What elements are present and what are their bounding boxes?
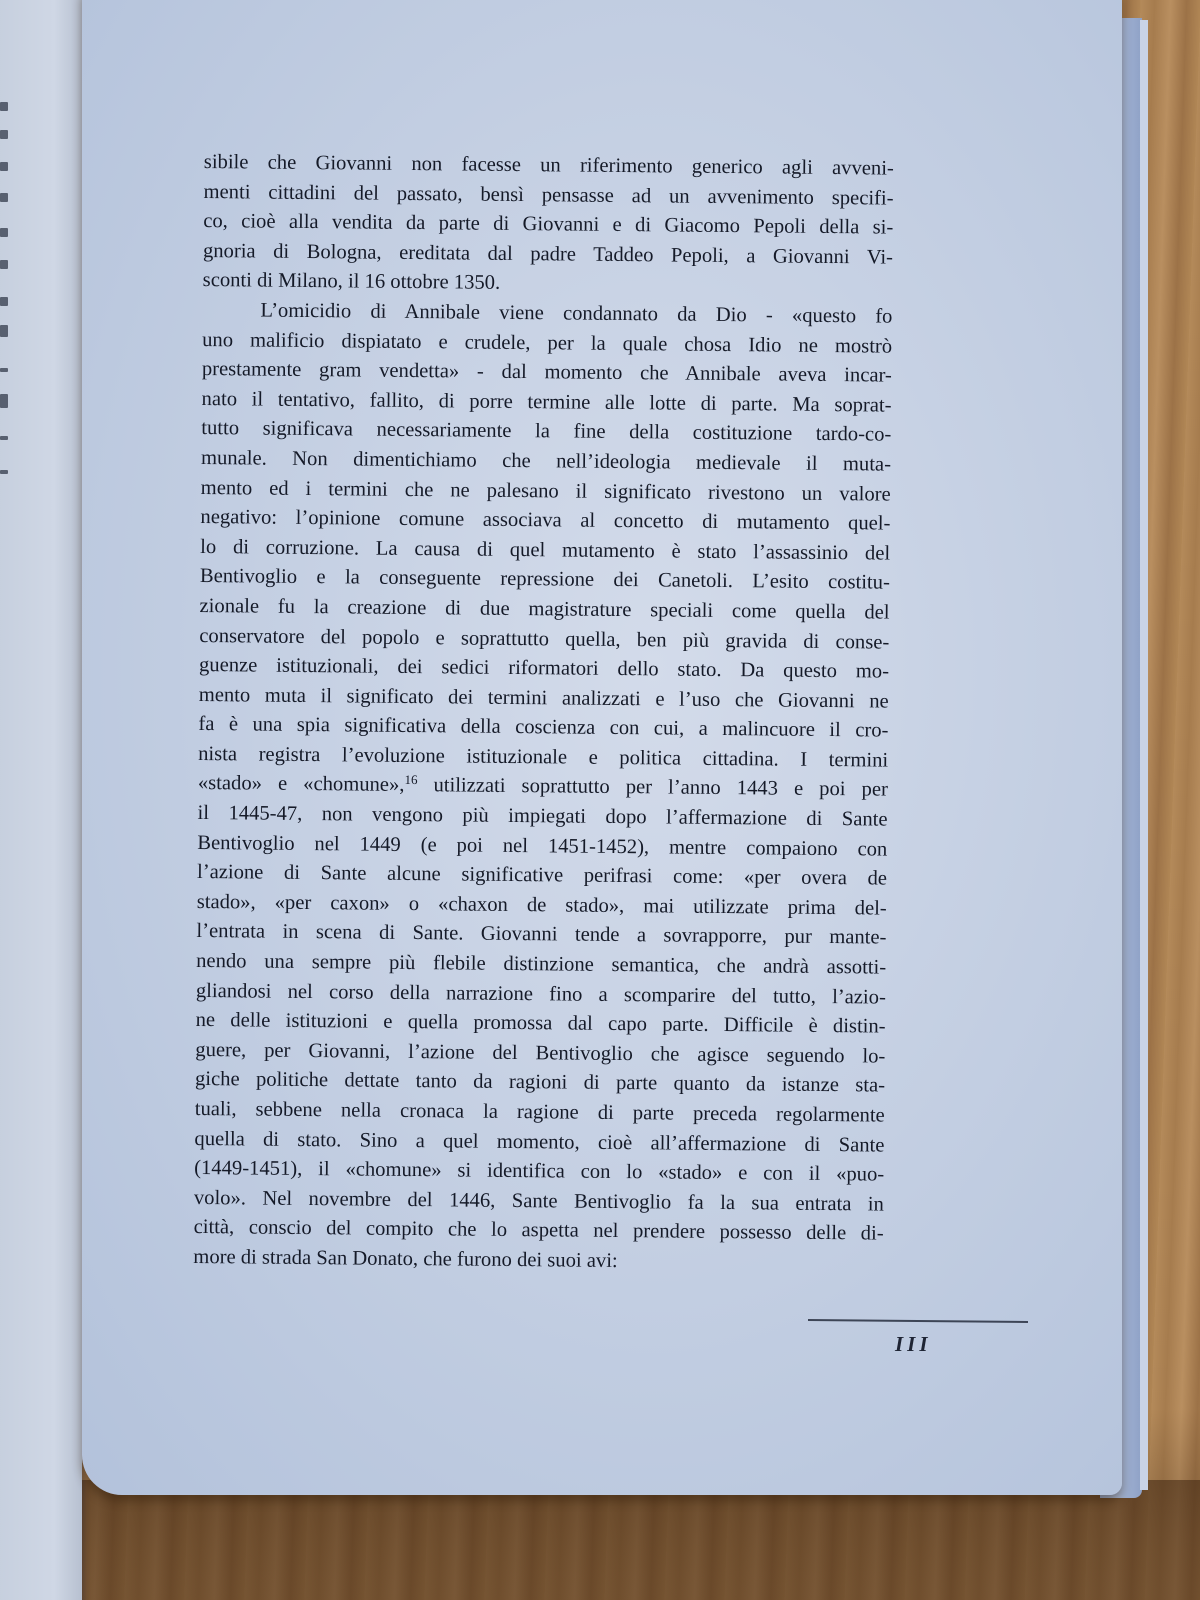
text-fragment — [0, 297, 8, 306]
text-line: città, conscio del compito che lo aspetta nel prendere possesso delle di- — [193, 1216, 884, 1245]
page-stack-highlight — [1140, 20, 1148, 1490]
text-line: giche politiche dettate tanto da ragioni di parte quanto da istanze sta- — [194, 1068, 886, 1097]
text-fragment — [0, 193, 8, 202]
text-line: volo». Nel novembre del 1446, Sante Bentivoglio fa la sua entrata in — [193, 1186, 884, 1216]
text-line: conservatore del popolo e soprattutto quella, ben più gravida di conse- — [199, 624, 890, 654]
text-fragment — [0, 102, 8, 111]
text-line: il 1445-47, non vengono più impiegati dopo l’affermazione di Sante — [197, 802, 888, 831]
text-line: guere, per Giovanni, l’azione del Bentivoglio che agisce seguendo lo- — [195, 1038, 886, 1068]
text-line: sibile che Giovanni non facesse un riferimento generico agli avveni- — [203, 150, 894, 180]
text-line: mento muta il significato dei termini analizzati e l’uso che Giovanni ne — [198, 683, 889, 713]
text-line: sconti di Milano, il 16 ottobre 1350. — [202, 269, 501, 295]
text-line: Bentivoglio e la conseguente repressione dei Canetoli. L’esito costitu- — [199, 565, 890, 594]
text-line: tutto significava necessariamente la fine della costituzione tardo-co- — [201, 417, 892, 446]
text-fragment — [0, 228, 8, 237]
text-line: negativo: l’opinione comune associava al concetto di mutamento quel- — [200, 506, 891, 535]
text-fragment — [0, 162, 8, 171]
text-fragment — [0, 325, 8, 337]
text-segment: utilizzati soprattutto per l’anno 1443 e poi per — [417, 774, 888, 802]
text-line: uno malificio dispiatato e crudele, per la quale chosa Idio ne mostrò — [202, 328, 893, 358]
text-line: nista registra l’evoluzione istituzionale e politica cittadina. I termini — [198, 742, 889, 772]
text-fragment — [0, 368, 8, 372]
text-line: l’entrata in scena di Sante. Giovanni tende a sovrapporre, pur mante- — [196, 920, 887, 950]
text-line: ne delle istituzioni e quella promossa dal capo parte. Difficile è distin- — [195, 1009, 886, 1038]
text-fragment — [0, 436, 8, 440]
text-line: (1449-1451), il «chomune» si identifica con lo «stado» e con il «puo- — [194, 1157, 885, 1186]
text-line: tuali, sebbene nella cronaca la ragione di parte preceda regolarmente — [194, 1097, 885, 1127]
text-line: L’omicidio di Annibale viene condannato da Dio - «questo fo — [260, 299, 893, 328]
text-line: guenze istituzionali, dei sedici riformatori dello stato. Da questo mo- — [198, 654, 890, 683]
text-line: munale. Non dimentichiamo che nell’ideologia medievale il muta- — [200, 446, 892, 476]
book-page — [82, 0, 1122, 1495]
text-line: lo di corruzione. La causa di quel mutamento è stato l’assassinio del — [200, 535, 891, 565]
text-line: mento ed i termini che ne palesano il significato rivestono un valore — [200, 476, 891, 506]
facing-page — [0, 0, 82, 1600]
text-line: Bentivoglio nel 1449 (e poi nel 1451-1452), mentre compaiono con — [197, 831, 888, 861]
text-line: more di strada San Donato, che furono dei suoi avi: — [193, 1245, 618, 1272]
page-number: III — [895, 1332, 932, 1356]
body-text — [193, 148, 894, 1279]
text-line: fa è una spia significativa della coscienza con cui, a malincuore il cro- — [198, 713, 889, 742]
text-fragment — [0, 130, 8, 139]
text-line: prestamente gram vendetta» - dal momento che Annibale aveva incar- — [201, 358, 892, 387]
text-line: co, cioè alla vendita da parte di Giovanni e di Giacomo Pepoli della si- — [203, 210, 894, 239]
footnote-reference[interactable]: 16 — [404, 772, 418, 788]
text-line: gnoria di Bologna, ereditata dal padre Taddeo Pepoli, a Giovanni Vi- — [202, 239, 894, 269]
text-line: menti cittadini del passato, bensì pensasse ad un avvenimento specifi- — [203, 180, 894, 210]
text-line: nato il tentativo, fallito, di porre termine alle lotte di parte. Ma soprat- — [201, 387, 892, 417]
text-segment: «stado» e «chomune», — [197, 772, 405, 797]
text-line: l’azione di Sante alcune significative perifrasi come: «per overa de — [196, 861, 888, 890]
wooden-table — [0, 1480, 1200, 1600]
text-line: nendo una sempre più flebile distinzione semantica, che andrà assotti- — [196, 949, 887, 979]
text-line: zionale fu la creazione di due magistrature speciali come quella del — [199, 594, 890, 624]
text-fragment — [0, 260, 8, 269]
text-fragment — [0, 394, 8, 408]
text-line: quella di stato. Sino a quel momento, cioè all’affermazione di Sante — [194, 1127, 885, 1157]
text-fragment — [0, 470, 8, 474]
text-line: gliandosi nel corso della narrazione fino a scomparire del tutto, l’azio- — [195, 979, 886, 1009]
text-line: stado», «per caxon» o «chaxon de stado», mai utilizzate prima del- — [196, 890, 887, 920]
